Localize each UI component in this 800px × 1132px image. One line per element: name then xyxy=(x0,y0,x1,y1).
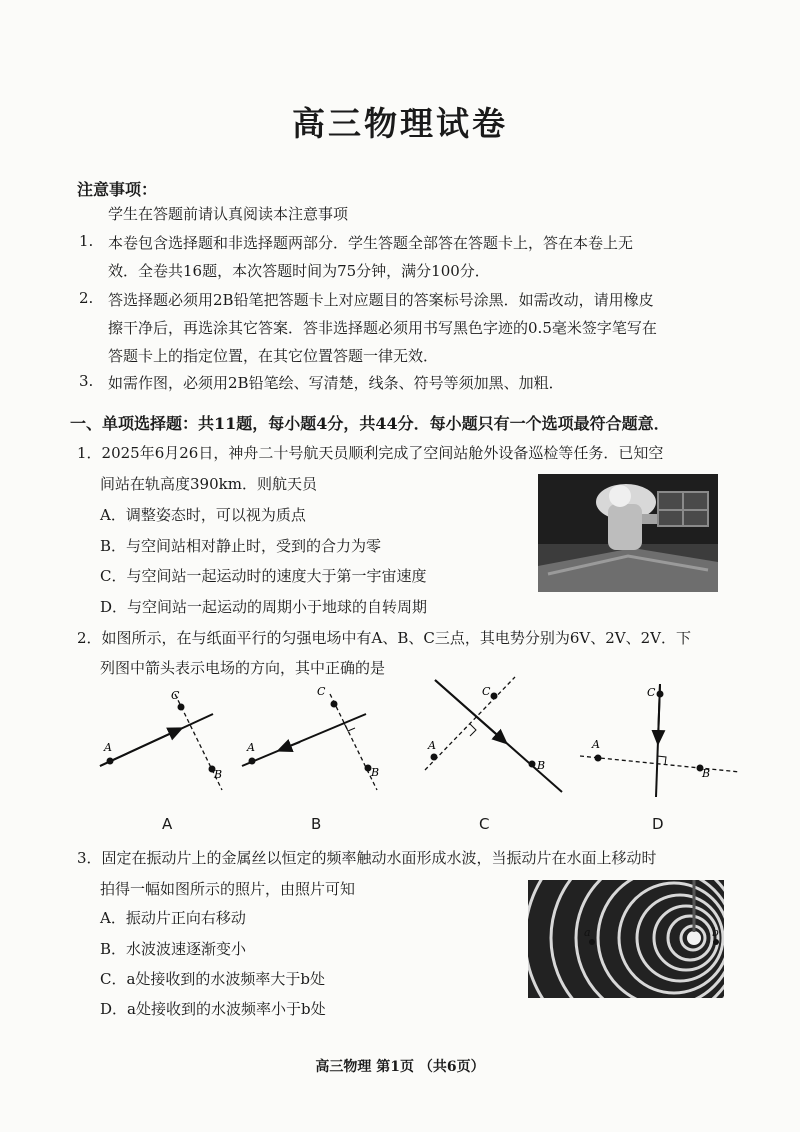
diagram-b-point-a-label: A xyxy=(247,741,255,754)
q1-option-d: D．与空间站一起运动的周期小于地球的自转周期 xyxy=(100,598,428,616)
page-title: 高三物理试卷 xyxy=(292,104,508,143)
diagram-a-point-a-label: A xyxy=(104,741,112,754)
astronaut-photo xyxy=(538,474,718,592)
q1-option-b: B．与空间站相对静止时，受到的合力为零 xyxy=(100,537,382,555)
diagram-c-point-b-label: B xyxy=(537,759,546,772)
q2-diagram-label-b: B xyxy=(311,815,322,833)
section-heading: 一、单项选择题：共11题，每小题4分，共44分．每小题只有一个选项最符合题意． xyxy=(70,414,670,433)
notice-item-1-num: 1. xyxy=(79,232,94,250)
diagram-d-point-b-label: B xyxy=(702,767,711,780)
notice-item-3-num: 3. xyxy=(79,372,94,390)
q3-option-d: D．a处接收到的水波频率小于b处 xyxy=(100,1000,326,1018)
notice-item-1-line-2: 效．全卷共16题，本次答题时间为75分钟，满分100分． xyxy=(108,262,490,280)
q1-option-c: C．与空间站一起运动时的速度大于第一宇宙速度 xyxy=(100,567,427,585)
photo-point-a-label: a xyxy=(584,926,591,939)
water-wave-photo xyxy=(528,880,724,998)
diagram-c-point-a-label: A xyxy=(428,739,436,752)
notice-item-2-line-3: 答题卡上的指定位置，在其它位置答题一律无效． xyxy=(108,347,439,365)
diagram-a xyxy=(100,689,222,790)
notice-heading: 注意事项： xyxy=(77,180,158,199)
diagram-d xyxy=(580,684,740,797)
diagram-a-point-c-label: C xyxy=(171,689,180,702)
q2-diagram-label-c: C xyxy=(479,815,490,833)
q1-stem-line-2: 间站在轨高度390km．则航天员 xyxy=(100,475,317,493)
notice-item-1-line-1: 本卷包含选择题和非选择题两部分．学生答题全部答在答题卡上，答在本卷上无 xyxy=(108,234,634,252)
q1-option-a: A．调整姿态时，可以视为质点 xyxy=(100,506,306,524)
diagram-d-point-c-label: C xyxy=(647,686,656,699)
q3-option-a: A．振动片正向右移动 xyxy=(100,909,246,927)
q2-diagram-label-d: D xyxy=(652,815,664,833)
q2-diagrams xyxy=(0,672,800,822)
q2-diagram-label-a: A xyxy=(162,815,173,833)
notice-item-3-line-1: 如需作图，必须用2B铅笔绘、写清楚，线条、符号等须加黑、加粗． xyxy=(108,374,564,392)
diagram-c xyxy=(425,677,562,792)
q1-stem-line-1: 1．2025年6月26日，神舟二十号航天员顺利完成了空间站舱外设备巡检等任务．已知空 xyxy=(77,444,664,462)
notice-item-2-line-2: 擦干净后，再选涂其它答案．答非选择题必须用书写黑色字迹的0.5毫米签字笔写在 xyxy=(108,319,657,337)
diagram-b xyxy=(242,685,379,790)
q3-option-c: C．a处接收到的水波频率大于b处 xyxy=(100,970,326,988)
diagram-b-point-c-label: C xyxy=(317,685,326,698)
diagram-a-point-b-label: B xyxy=(214,768,223,781)
q3-stem-line-2: 拍得一幅如图所示的照片，由照片可知 xyxy=(100,880,356,898)
q3-option-b: B．水波波速逐渐变小 xyxy=(100,940,247,958)
diagram-c-point-c-label: C xyxy=(482,685,491,698)
photo-point-b-label: b xyxy=(712,926,720,939)
diagram-b-point-b-label: B xyxy=(371,766,380,779)
q3-stem-line-1: 3．固定在振动片上的金属丝以恒定的频率触动水面形成水波，当振动片在水面上移动时 xyxy=(77,849,657,867)
diagram-d-point-a-label: A xyxy=(592,738,600,751)
q2-stem-line-1: 2．如图所示，在与纸面平行的匀强电场中有A、B、C三点，其电势分别为6V、2V、2V．下 xyxy=(77,629,692,647)
q2-stem-line-2: 列图中箭头表示电场的方向，其中正确的是 xyxy=(100,659,386,677)
notice-intro: 学生在答题前请认真阅读本注意事项 xyxy=(108,205,349,223)
notice-item-2-line-1: 答选择题必须用2B铅笔把答题卡上对应题目的答案标号涂黑．如需改动，请用橡皮 xyxy=(108,291,654,309)
page-footer: 高三物理 第1页 （共6页） xyxy=(315,1059,485,1075)
notice-item-2-num: 2. xyxy=(79,289,94,307)
